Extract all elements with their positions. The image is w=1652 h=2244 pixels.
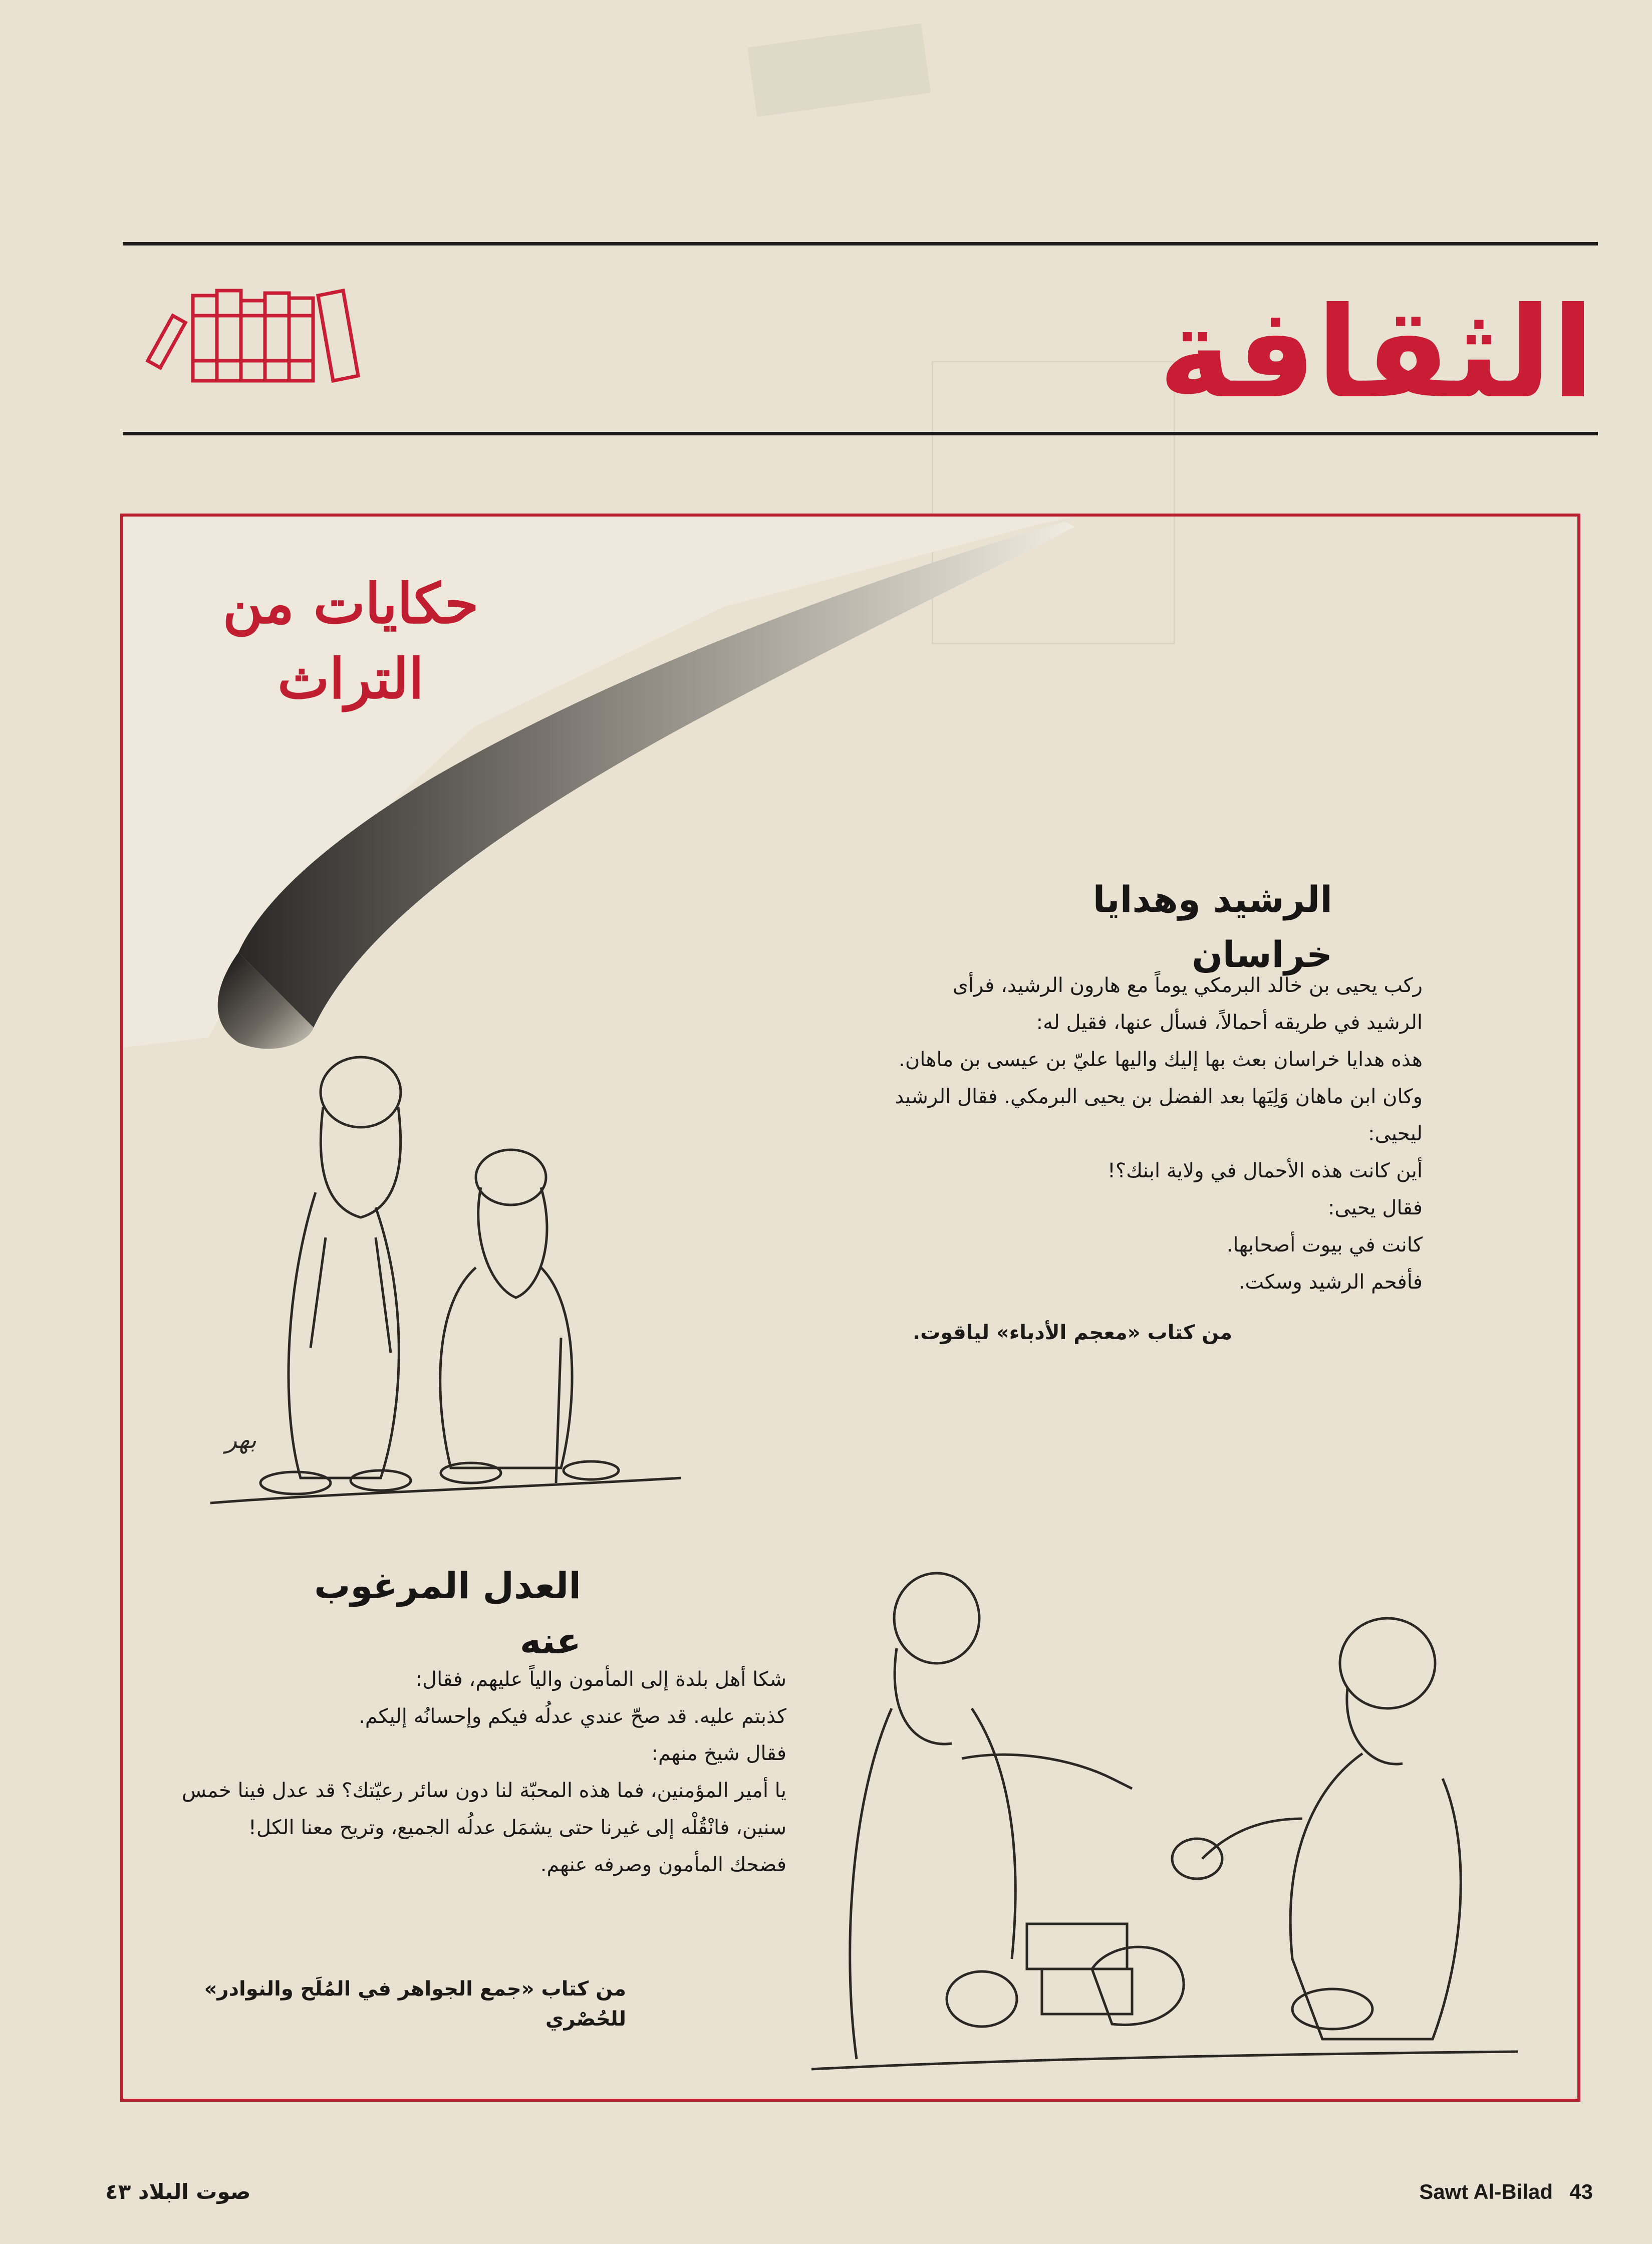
books-icon — [138, 286, 363, 386]
story-1-title: الرشيد وهدايا خراسان — [1092, 878, 1332, 975]
story-1-body — [892, 967, 1423, 1318]
story-2-paragraph: كذبتم عليه. قد صحّ عندي عدلُه فيكم وإحسانُه إليكم. — [359, 1705, 786, 1728]
story-2-paragraph: يا أمير المؤمنين، فما هذه المحبّة لنا دون سائر رعيّتك؟ قد عدل فينا خمس سنين، فانْقُلْه إلى غيرنا حتى يشمَل عدلُه الجميع، وتريح معنا الكل! — [181, 1779, 786, 1839]
story-2-body — [125, 1661, 786, 1941]
bleed-through-shape — [747, 23, 931, 117]
story-2-paragraph: فضحك المأمون وصرفه عنهم. — [540, 1853, 786, 1876]
two-elders-illustration — [210, 1027, 686, 1508]
series-title: حكايات من التراث — [222, 571, 479, 711]
header-top-rule — [123, 242, 1598, 245]
svg-text:ﺑﻬﺮ: ﺑﻬﺮ — [225, 1426, 256, 1454]
header-bottom-rule — [123, 432, 1598, 435]
story-1-paragraph: فأفحم الرشيد وسكت. — [1238, 1271, 1423, 1294]
section-title: الثقافة — [1158, 280, 1594, 426]
story-1-paragraph: هذه هدايا خراسان بعث بها إليك واليها عليّ بن عيسى بن ماهان. — [899, 1048, 1423, 1071]
footer-page-label-arabic: صوت البلاد ٤٣ — [105, 2179, 251, 2204]
story-1-source: من كتاب «معجم الأدباء» لياقوت. — [912, 1321, 1232, 1344]
story-2-title: العدل المرغوب عنه — [314, 1565, 581, 1662]
gift-exchange-illustration — [811, 1558, 1523, 2074]
footer-page-number: 43 — [1569, 2180, 1593, 2203]
story-1-paragraph: وكان ابن ماهان وَلِيَها بعد الفضل بن يحيى البرمكي. فقال الرشيد ليحيى: — [895, 1085, 1423, 1145]
story-2-source: من كتاب «جمع الجواهر في المُلَح والنوادر» للحُصْري — [204, 1977, 626, 2031]
story-2-paragraph: فقال شيخ منهم: — [651, 1742, 786, 1765]
story-1-paragraph: أين كانت هذه الأحمال في ولاية ابنك؟! — [1107, 1159, 1423, 1182]
story-2-paragraph: شكا أهل بلدة إلى المأمون والياً عليهم، فقال: — [415, 1668, 786, 1691]
story-1-paragraph: كانت في بيوت أصحابها. — [1226, 1233, 1423, 1257]
story-1-paragraph: فقال يحيى: — [1327, 1196, 1423, 1219]
footer-magazine-name: Sawt Al-Bilad — [1419, 2180, 1553, 2203]
story-1-paragraph: ركب يحيى بن خالد البرمكي يوماً مع هارون الرشيد، فرأى الرشيد في طريقه أحمالاً، فسأل عنها، فقيل له: — [952, 974, 1423, 1034]
